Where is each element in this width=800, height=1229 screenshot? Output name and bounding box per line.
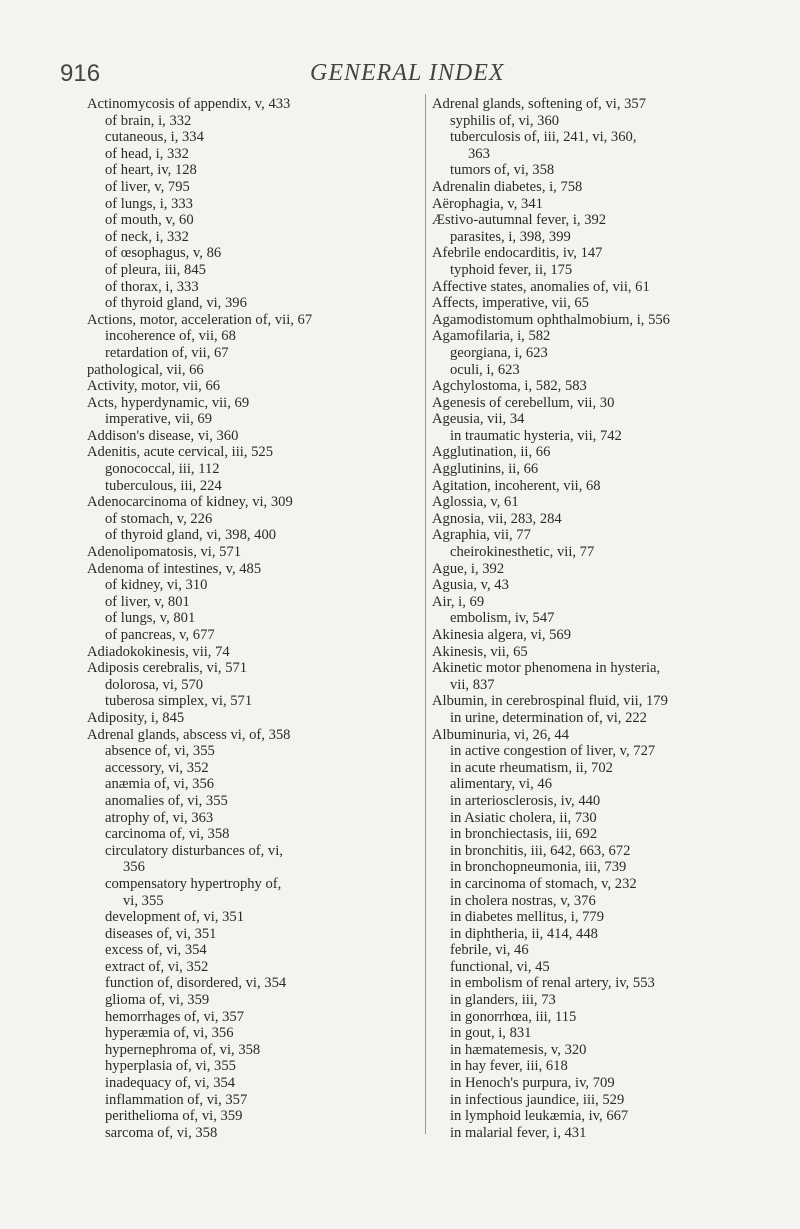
index-entry: Agamodistomum ophthalmobium, i, 556 — [432, 311, 670, 328]
index-entry: Akinesis, vii, 65 — [432, 643, 528, 660]
index-subentry: in carcinoma of stomach, v, 232 — [450, 875, 637, 892]
index-subentry: 356 — [123, 859, 145, 876]
index-subentry: of thyroid gland, vi, 398, 400 — [105, 527, 277, 544]
index-subentry: of brain, i, 332 — [105, 112, 192, 129]
index-subentry: in malarial fever, i, 431 — [450, 1124, 587, 1141]
index-subentry: of kidney, vi, 310 — [105, 577, 208, 594]
index-entry: Agglutination, ii, 66 — [432, 444, 551, 461]
index-entry: Adiposity, i, 845 — [87, 709, 185, 726]
index-entry: Adenoma of intestines, v, 485 — [87, 560, 262, 577]
index-subentry: febrile, vi, 46 — [450, 942, 529, 959]
index-subentry: glioma of, vi, 359 — [105, 992, 210, 1009]
index-subentry: in gout, i, 831 — [450, 1025, 532, 1042]
index-entry: Ague, i, 392 — [432, 560, 505, 577]
index-entry: Æstivo-autumnal fever, i, 392 — [432, 212, 607, 229]
index-column-right — [432, 96, 762, 1141]
index-subentry: hypernephroma of, vi, 358 — [105, 1041, 261, 1058]
index-subentry: function of, disordered, vi, 354 — [105, 975, 287, 992]
index-subentry: in arteriosclerosis, iv, 440 — [450, 792, 601, 809]
index-subentry: inadequacy of, vi, 354 — [105, 1075, 236, 1092]
index-subentry: of pancreas, v, 677 — [105, 627, 215, 643]
index-entry: Agchylostoma, i, 582, 583 — [432, 378, 587, 395]
index-subentry: hyperæmia of, vi, 356 — [105, 1025, 234, 1042]
index-entry: Affects, imperative, vii, 65 — [432, 295, 589, 312]
running-title: GENERAL INDEX — [310, 60, 505, 86]
index-subentry: of lungs, i, 333 — [105, 195, 193, 212]
index-subentry: in bronchiectasis, iii, 692 — [450, 826, 598, 843]
index-entry: Ageusia, vii, 34 — [432, 411, 525, 428]
index-entry: Agraphia, vii, 77 — [432, 527, 531, 544]
index-subentry: of neck, i, 332 — [105, 228, 189, 245]
index-subentry: of head, i, 332 — [105, 145, 189, 162]
index-subentry: retardation of, vii, 67 — [105, 344, 229, 361]
index-subentry: embolism, iv, 547 — [450, 610, 555, 627]
index-subentry: absence of, vi, 355 — [105, 743, 215, 760]
index-subentry: in Asiatic cholera, ii, 730 — [450, 809, 597, 826]
index-subentry: perithelioma of, vi, 359 — [105, 1108, 243, 1125]
index-subentry: circulatory disturbances of, vi, — [105, 842, 283, 859]
index-subentry: sarcoma of, vi, 358 — [105, 1124, 218, 1141]
index-subentry: in diphtheria, ii, 414, 448 — [450, 925, 598, 942]
index-subentry: development of, vi, 351 — [105, 909, 245, 926]
index-subentry: incoherence of, vii, 68 — [105, 328, 236, 345]
index-entry: Agnosia, vii, 283, 284 — [432, 510, 562, 527]
index-subentry: typhoid fever, ii, 175 — [450, 261, 573, 278]
index-subentry: in urine, determination of, vi, 222 — [450, 709, 647, 726]
index-entry: Activity, motor, vii, 66 — [87, 378, 221, 395]
index-subentry: diseases of, vi, 351 — [105, 925, 217, 942]
index-entry: Albuminuria, vi, 26, 44 — [432, 726, 570, 743]
index-subentry: in lymphoid leukæmia, iv, 667 — [450, 1108, 629, 1125]
index-subentry: dolorosa, vi, 570 — [105, 676, 204, 693]
index-entry: Agenesis of cerebellum, vii, 30 — [432, 394, 615, 411]
index-subentry: of mouth, v, 60 — [105, 212, 194, 229]
index-subentry: in embolism of renal artery, iv, 553 — [450, 975, 655, 992]
index-entry: Aglossia, v, 61 — [432, 494, 519, 511]
index-subentry: anæmia of, vi, 356 — [105, 776, 215, 793]
index-subentry: of stomach, v, 226 — [105, 510, 213, 527]
index-entry: Albumin, in cerebrospinal fluid, vii, 179 — [432, 693, 668, 710]
index-entry: Adrenal glands, softening of, vi, 357 — [432, 96, 647, 112]
index-subentry: tuberculous, iii, 224 — [105, 477, 222, 494]
index-entry: Acts, hyperdynamic, vii, 69 — [87, 394, 250, 411]
index-subentry: in cholera nostras, v, 376 — [450, 892, 596, 909]
index-entry: Adenitis, acute cervical, iii, 525 — [87, 444, 274, 461]
page-number: 916 — [60, 60, 101, 87]
index-subentry: atrophy of, vi, 363 — [105, 809, 214, 826]
index-subentry: in traumatic hysteria, vii, 742 — [450, 427, 622, 444]
index-column-left — [87, 96, 413, 1141]
index-entry: Aërophagia, v, 341 — [432, 195, 543, 212]
index-subentry: oculi, i, 623 — [450, 361, 520, 378]
index-subentry: in hæmatemesis, v, 320 — [450, 1041, 587, 1058]
index-subentry: accessory, vi, 352 — [105, 759, 209, 776]
index-subentry: in bronchopneumonia, iii, 739 — [450, 859, 627, 876]
index-entry: Adiposis cerebralis, vi, 571 — [87, 660, 248, 677]
index-entry: Affective states, anomalies of, vii, 61 — [432, 278, 650, 295]
index-subentry: hyperplasia of, vi, 355 — [105, 1058, 236, 1075]
index-entry: Adenocarcinoma of kidney, vi, 309 — [87, 494, 293, 511]
index-entry: Adiadokokinesis, vii, 74 — [87, 643, 230, 660]
index-subentry: excess of, vi, 354 — [105, 942, 207, 959]
index-subentry: functional, vi, 45 — [450, 958, 550, 975]
index-subentry: in acute rheumatism, ii, 702 — [450, 759, 613, 776]
index-subentry: in bronchitis, iii, 642, 663, 672 — [450, 842, 631, 859]
index-subentry: gonococcal, iii, 112 — [105, 461, 220, 478]
index-subentry: in diabetes mellitus, i, 779 — [450, 909, 605, 926]
index-subentry: of heart, iv, 128 — [105, 162, 197, 179]
index-entry: Agusia, v, 43 — [432, 577, 509, 594]
index-subentry: imperative, vii, 69 — [105, 411, 212, 428]
index-subentry: of liver, v, 795 — [105, 178, 190, 195]
index-subentry: 363 — [468, 145, 490, 162]
index-subentry: in hay fever, iii, 618 — [450, 1058, 568, 1075]
index-subentry: tumors of, vi, 358 — [450, 162, 555, 179]
index-subentry: vi, 355 — [123, 892, 164, 909]
index-subentry: syphilis of, vi, 360 — [450, 112, 560, 129]
index-subentry: parasites, i, 398, 399 — [450, 228, 571, 245]
index-subentry: in infectious jaundice, iii, 529 — [450, 1091, 625, 1108]
index-entry: Akinetic motor phenomena in hysteria, — [432, 660, 661, 677]
index-subentry: of lungs, v, 801 — [105, 610, 196, 627]
index-subentry: cheirokinesthetic, vii, 77 — [450, 544, 595, 561]
index-subentry: extract of, vi, 352 — [105, 958, 209, 975]
index-subentry: of pleura, iii, 845 — [105, 261, 206, 278]
index-subentry: in Henoch's purpura, iv, 709 — [450, 1075, 615, 1092]
index-entry: Afebrile endocarditis, iv, 147 — [432, 245, 603, 262]
index-entry: Actinomycosis of appendix, v, 433 — [87, 96, 291, 112]
index-subentry: tuberculosis of, iii, 241, vi, 360, — [450, 129, 637, 146]
index-subentry: in gonorrhœa, iii, 115 — [450, 1008, 577, 1025]
index-entry: Agitation, incoherent, vii, 68 — [432, 477, 601, 494]
index-subentry: of liver, v, 801 — [105, 593, 190, 610]
index-subentry: compensatory hypertrophy of, — [105, 875, 282, 892]
index-entry: Adrenalin diabetes, i, 758 — [432, 178, 583, 195]
index-subentry: tuberosa simplex, vi, 571 — [105, 693, 253, 710]
index-subentry: vii, 837 — [450, 676, 495, 693]
index-entry: Agamofilaria, i, 582 — [432, 328, 551, 345]
index-entry: Actions, motor, acceleration of, vii, 67 — [87, 311, 313, 328]
index-subentry: georgiana, i, 623 — [450, 344, 548, 361]
index-subentry: carcinoma of, vi, 358 — [105, 826, 230, 843]
index-entry: Adrenal glands, abscess vi, of, 358 — [87, 726, 291, 743]
index-entry: pathological, vii, 66 — [87, 361, 204, 378]
index-entry: Addison's disease, vi, 360 — [87, 427, 239, 444]
index-subentry: hemorrhages of, vi, 357 — [105, 1008, 245, 1025]
index-subentry: of thorax, i, 333 — [105, 278, 199, 295]
index-subentry: in active congestion of liver, v, 727 — [450, 743, 656, 760]
page-header — [30, 60, 770, 90]
index-subentry: inflammation of, vi, 357 — [105, 1091, 248, 1108]
index-subentry: anomalies of, vi, 355 — [105, 792, 228, 809]
index-subentry: in glanders, iii, 73 — [450, 992, 556, 1009]
index-subentry: cutaneous, i, 334 — [105, 129, 204, 146]
index-subentry: of œsophagus, v, 86 — [105, 245, 222, 262]
index-entry: Agglutinins, ii, 66 — [432, 461, 539, 478]
index-entry: Adenolipomatosis, vi, 571 — [87, 544, 242, 561]
index-subentry: of thyroid gland, vi, 396 — [105, 295, 247, 312]
index-subentry: alimentary, vi, 46 — [450, 776, 552, 793]
column-divider — [425, 94, 426, 1134]
index-entry: Air, i, 69 — [432, 593, 485, 610]
index-entry: Akinesia algera, vi, 569 — [432, 627, 572, 643]
